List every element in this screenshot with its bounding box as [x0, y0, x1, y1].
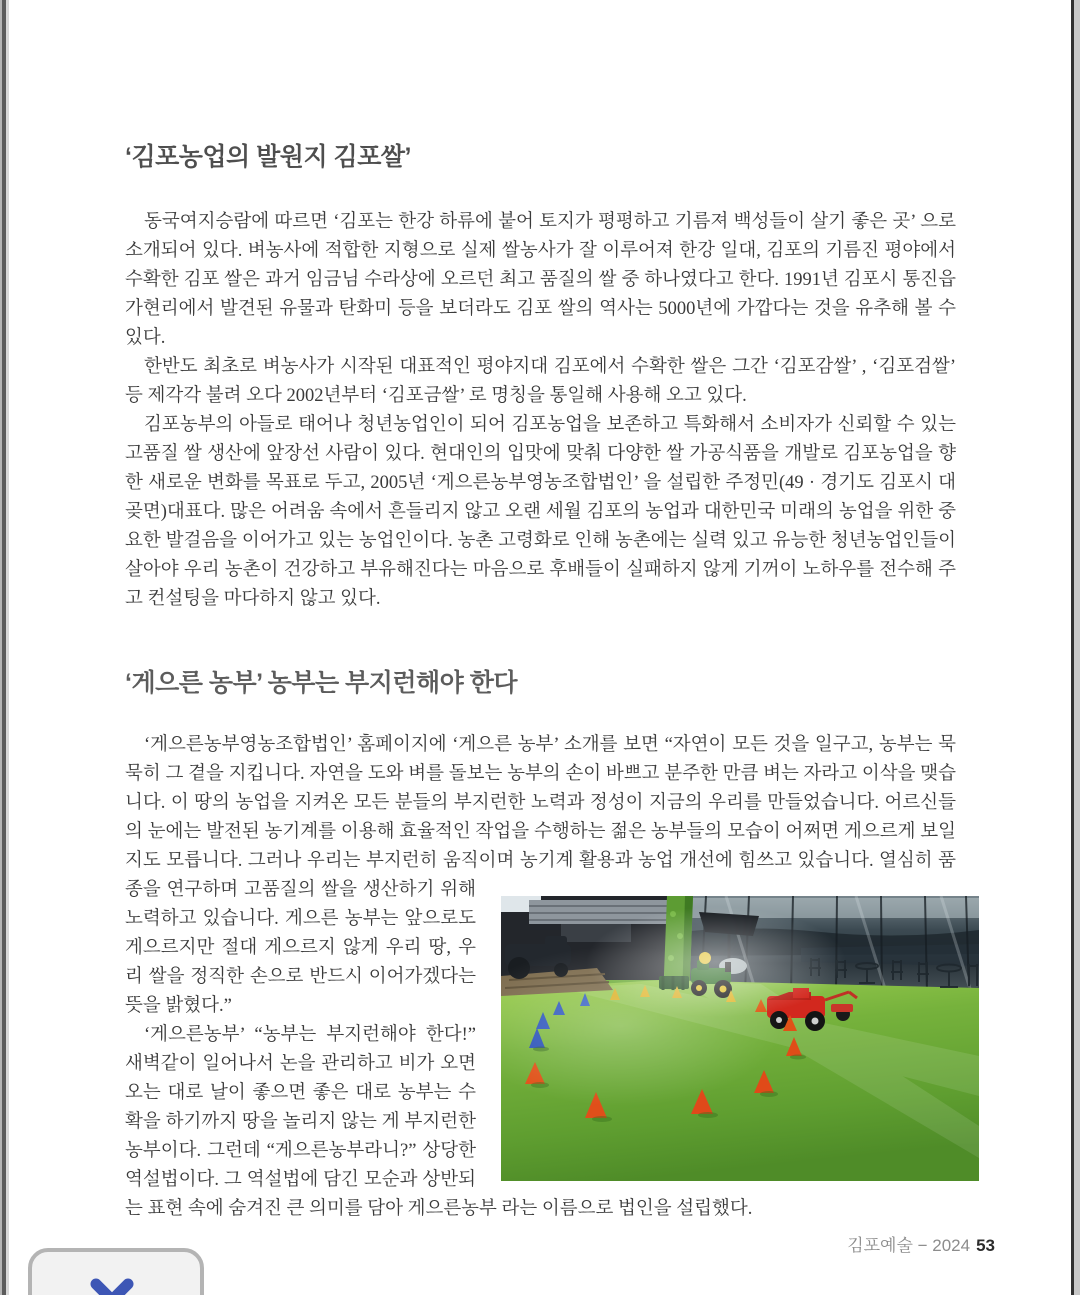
section1-body	[125, 208, 956, 614]
paragraph: ‘게으른농부’ “농부는 부지런해야 한다!” 새벽같이 일어나서 논을 관리하고 비가 오면 오는 대로 날이 좋으면 좋은 대로 농부는 수확을 하기까지 땅을 놀리지 않는 게 부지런한 농부이다. 그런데 “게으른농부라니?” 상당한 역설법이다. 그 역설법에 담긴 모순과 상반되는 표현 속에 숨겨진 큰 의미를 담아 게으른농부 라는 이름으로 법인을 설립했다.	[125, 1025, 753, 1219]
article-content	[125, 142, 956, 1224]
section2-heading: ‘게으른 농부’ 농부는 부지런해야 한다	[125, 669, 518, 697]
close-button[interactable]	[28, 1248, 204, 1295]
page-left-edge	[0, 0, 9, 1295]
footer-page-number: 53	[976, 1236, 995, 1255]
article-photo	[501, 896, 979, 1181]
section1-heading: ‘김포농업의 발원지 김포쌀’	[125, 143, 411, 171]
paragraph-with-photo	[125, 731, 956, 1021]
footer-label: 김포예술 − 2024	[847, 1236, 971, 1255]
paragraph-text: 다. 열심히 품종을 연구하며 고품질의 쌀을 생산하기 위해 노력하고 있습니다. 게으른 농부는 앞으로도 게으르지만 절대 게으르지 않게 우리 땅, 우리 쌀을 정직한 손으로 반드시 이어가겠다는 뜻을 밝혔다.”	[125, 851, 957, 1016]
paragraph: 동국여지승람에 따르면 ‘김포는 한강 하류에 붙어 토지가 평평하고 기름져 백성들이 살기 좋은 곳’ 으로 소개되어 있다. 벼농사에 적합한 지형으로 실제 쌀농사가 잘 이루어져 한강 일대, 김포의 기름진 평야에서 수확한 김포 쌀은 과거 임금님 수라상에 오르던 최고 품질의 쌀 중 하나였다고 한다. 1991년 김포시 통진읍 가현리에서 발견된 유물과 탄화미 등을 보더라도 김포 쌀의 역사는 5000년에 가깝다는 것을 유추해 볼 수 있다.	[125, 212, 956, 348]
section2-body	[125, 731, 956, 1224]
page-right-edge	[1070, 0, 1080, 1295]
paragraph: 김포농부의 아들로 태어나 청년농업인이 되어 김포농업을 보존하고 특화해서 소비자가 신뢰할 수 있는 고품질 쌀 생산에 앞장선 사람이 있다. 현대인의 입맛에 맞춰 다양한 쌀 가공식품을 개발로 김포농업을 향한 새로운 변화를 목표로 두고, 2005년 ‘게으른농부영농조합법인’ 을 설립한 주정민(49 · 경기도 김포시 대곶면)대표다. 많은 어려움 속에서 흔들리지 않고 오랜 세월 김포의 농업과 대한민국 미래의 농업을 위한 중요한 발걸음을 이어가고 있는 농업인이다. 농촌 고령화로 인해 농촌에는 실력 있고 유능한 청년농업인들이 살아야 우리 농촌이 건강하고 부유해진다는 마음으로 후배들이 실패하지 않게 기꺼이 노하우를 전수해 주고 컨설팅을 마다하지 않고 있다.	[125, 415, 956, 609]
paragraph: 한반도 최초로 벼농사가 시작된 대표적인 평야지대 김포에서 수확한 쌀은 그간 ‘김포감쌀’ , ‘김포검쌀’ 등 제각각 불려 오다 2002년부터 ‘김포금쌀’ 로 명칭을 통일해 사용해 오고 있다.	[125, 357, 956, 406]
page-footer	[847, 1231, 995, 1256]
x-icon	[90, 1278, 134, 1295]
paragraph-text: ‘게으른농부영농조합법인’ 홈페이지에 ‘게으른 농부’ 소개를 보면 “자연이 모든 것을 일구고, 농부는 묵묵히 그 곁을 지킵니다. 자연을 도와 벼를 돌보는 농부의 손이 바쁘고 분주한 만큼 벼는 자라고 이삭을 맺습니다. 이 땅의 농업을 지켜온 모든 분들의 부지런한 노력과 정성이 지금의 우리를 만들었습니다. 어르신들의 눈에는 발전된 농기계를 이용해 효율적인 작업을 수행하는 젊은 농부들의 모습이 어쩌면 게으르게 보일지도 모릅니다. 그러나 우리는 부지런히 움직이며 농기계 활용과 농업 개선에 힘쓰고 있습니	[125, 735, 956, 871]
